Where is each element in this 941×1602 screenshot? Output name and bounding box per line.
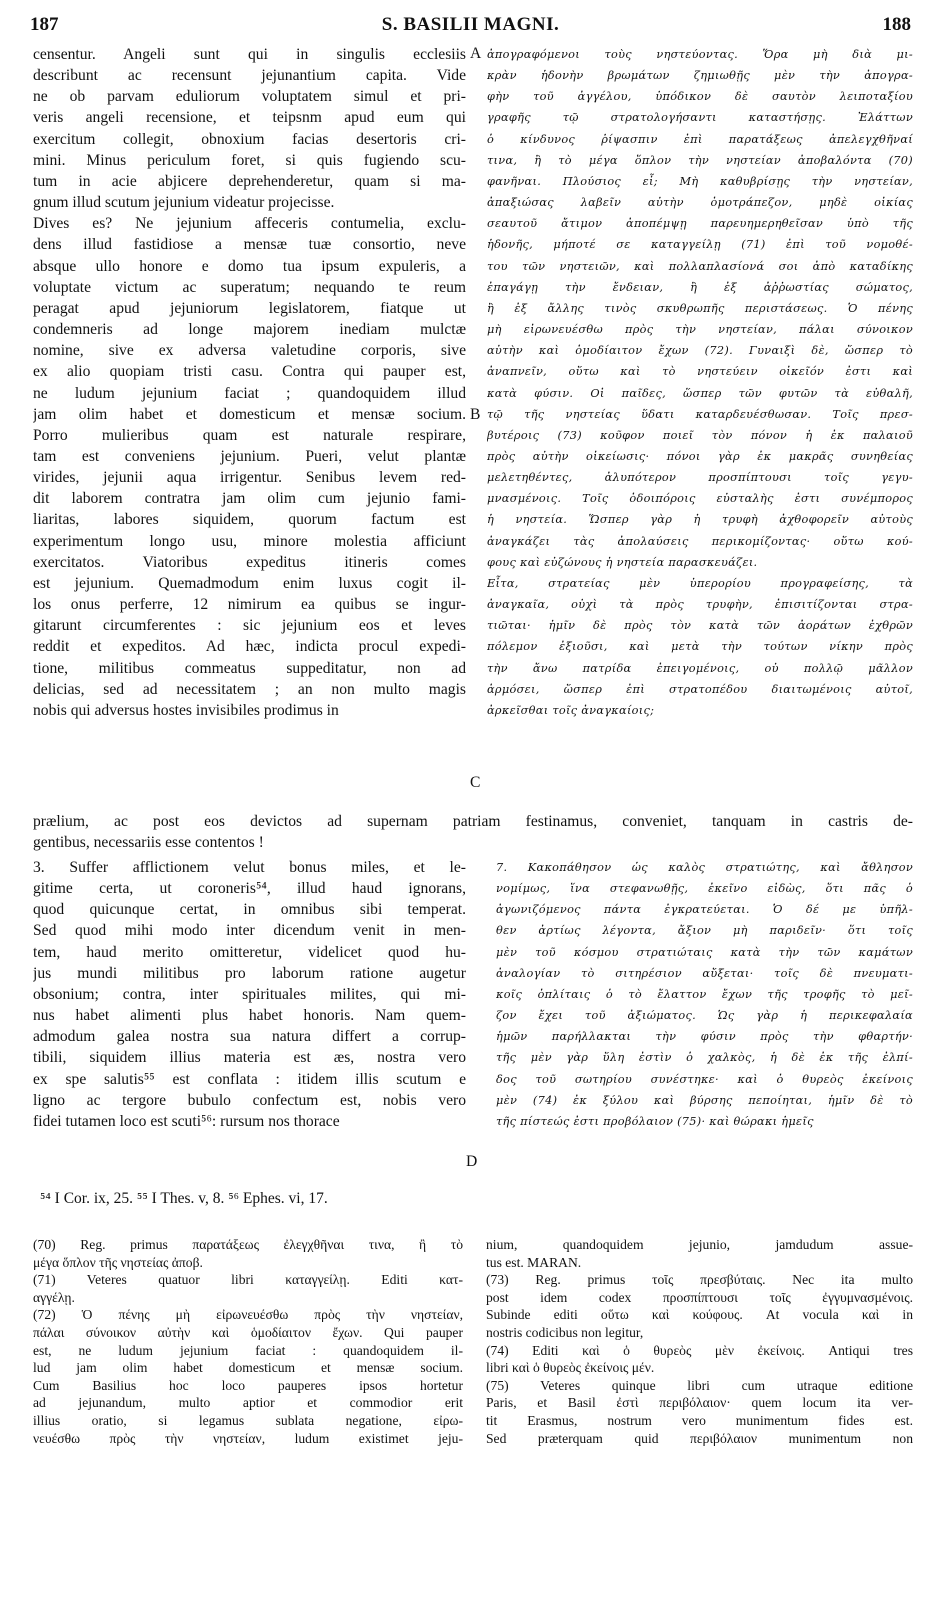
footnotes-left — [33, 1236, 463, 1447]
text-line: πόλεμον ἐξιοῦσι, καὶ μετὰ τὴν τούτων νίκην πρὸς — [487, 640, 913, 654]
text-line: μνασμένοις. Τοῖς ὁδοιπόροις εὐσταλὴς ἐστι συνέμπορος — [487, 492, 913, 506]
text-line: (71) Veteres quatuor libri καταγγείλῃ. Editi κατ- — [33, 1272, 463, 1288]
text-line: νευέσθω πρὸς τὴν νηστείαν, ludum existimet jeju- — [33, 1430, 463, 1446]
text-line: ne ob parvam eduliorum voluptatem simul et pri- — [33, 88, 466, 106]
text-line: reddit et expeditos. Ad hæc, indicta procul expedi- — [33, 638, 466, 656]
text-line: ἡμῶν παρήλλακται τὴν φύσιν πρὸς τὴν φθαρτήν· — [496, 1030, 913, 1044]
text-line: τῆς μὲν γὰρ ὕλη ἐστὶν ὁ χαλκὸς, ἡ δὲ ἐκ τῆς ἐλπί- — [496, 1051, 913, 1065]
text-line: ἀναπνεῖν, οὕτω καὶ τὸ νηστεύειν οἰκεῖόν ἐστι καὶ — [487, 365, 913, 379]
text-line: γραφῆς τῷ στρατολογήσαντι καταστήσῃς. Ἐλάττων — [487, 111, 913, 125]
text-line: ἢ ἐξ ἄλλης τινὸς σκυθρωπῆς περιστάσεως. Ὁ πένης — [487, 301, 913, 315]
text-line: gitime certa, ut coroneris⁵⁴, illud haud ignorans, — [33, 880, 466, 898]
text-line: lud jam olim habet domesticum et mensæ socium. — [33, 1360, 463, 1376]
text-line: Sed præterquam quid περιβόλαιον munimentum non — [486, 1430, 913, 1446]
margin-letter-a: A — [470, 45, 482, 62]
text-line: liaritas, labores siquidem, quorum factum est — [33, 511, 466, 529]
text-line: ligno ac tergore bubulo confectum est, nobis vero — [33, 1091, 466, 1109]
text-line: Εἶτα, στρατείας μὲν ὑπερορίου προγραφείσης, τὰ — [487, 576, 913, 590]
text-line: ἀπογραφόμενοι τοὺς νηστεύοντας. Ὅρα μὴ διὰ μι- — [487, 48, 913, 61]
text-line: absque ullo honore e domo tua ipsum expuleris, a — [33, 257, 466, 275]
text-line: ἀπαξιώσας λαβεῖν αὐτὴν ὁμοτράπεζον, μηδὲ οἰκίας — [487, 196, 913, 210]
text-line: βυτέροις (73) κοῦφον ποιεῖ τὸν πόνον ἡ ἐκ παλαιοῦ — [487, 428, 913, 442]
text-line: dit laborem contratra jam olim cum jejunio fami- — [33, 490, 466, 508]
text-line: Cum Basilius hoc loco pauperes ipsos hortetur — [33, 1377, 463, 1393]
text-line: Subinde editi οὕτω καὶ κούφους. At vocula καὶ in — [486, 1307, 913, 1323]
text-line: illius oratio, si legamus sublata negatione, εἰρω- — [33, 1412, 463, 1428]
text-line: (70) Reg. primus παρατάξεως ἐλεγχθῆναι τινα, ἢ τὸ — [33, 1237, 463, 1252]
text-line: ζον ἔχει τοῦ ἀξιώματος. Ὡς γὰρ ἡ περικεφαλαία — [496, 1009, 913, 1023]
text-line: prælium, ac post eos devictos ad supernam patriam festinamus, conveniet, tanquam in castris de- — [33, 813, 913, 830]
text-line: nostris codicibus non legitur, — [486, 1324, 644, 1340]
latin-full-width-text — [33, 811, 913, 853]
text-line: delicias, sed ad necessitatem ; an non multo magis — [33, 680, 466, 698]
text-line: est, ne ludum jejunium faciat : quandoquidem il- — [33, 1342, 463, 1358]
text-line: jus mundi militibus pro laborum ratione augetur — [33, 964, 466, 982]
text-line: ne ludum jejunium faciat ; quandoquidem illud — [33, 384, 466, 402]
text-line: (73) Reg. primus τοῖς πρεσβύταις. Nec ita multo — [486, 1272, 913, 1288]
greek-column-lower — [496, 857, 913, 1132]
text-line: πάλαι σύνοικον αὐτὴν καὶ ὁμοδίαιτον ἔχων. Qui pauper — [33, 1324, 463, 1340]
text-line: θεν ἀρτίως λέγοντα, ἄξιον μὴ παριδεῖν· ὅτι τοῖς — [496, 924, 913, 938]
text-line: (74) Editi καὶ ὁ θυρεὸς μὲν ἐκείνοις. Antiqui tres — [486, 1342, 913, 1358]
text-line: obsonium; contra, inter spirituales milites, qui mi- — [33, 985, 466, 1003]
text-line: est jejunium. Quemadmodum enim luxus cogit il- — [33, 574, 466, 592]
margin-letter-b: B — [470, 406, 481, 423]
text-line: exercitum collegit, obnoxium facias desertoris cri- — [33, 130, 466, 148]
text-line: tit Erasmus, nostrum vero munimentum fides est. — [486, 1412, 913, 1428]
text-line: fidei tutamen loco est scuti⁵⁶: rursum nos thorace — [33, 1112, 340, 1130]
text-line: ἡδονῆς, μήποτέ σε καταγγείλῃ (71) ἐπὶ τοῦ νομοθέ- — [487, 238, 913, 252]
text-line: ἡ νηστεία. Ὥσπερ γὰρ ἡ τρυφὴ ἀχθοφορεῖν αὐτοὺς — [487, 513, 913, 527]
text-line: δος τοῦ σωτηρίου συνέστηκε· καὶ ὁ θυρεὸς ἐκείνοις — [496, 1072, 913, 1086]
text-line: μὲν (74) ἐκ ξύλου καὶ βύρσης πεποίηται, ἡμῖν δὲ τὸ — [496, 1093, 913, 1107]
text-line: jam olim habet et domesticum et mensæ socium. — [33, 405, 466, 423]
text-line: experimentum longo usu, minore molestia afficiunt — [33, 532, 466, 550]
text-line: κοῖς ὁπλίταις ὁ τὸ ἔλαττον ἔχων τῆς τροφῆς τὸ μεῖ- — [496, 987, 913, 1001]
text-line: exercitatos. Viatoribus expeditus itineris comes — [33, 553, 466, 571]
text-line: (72) Ὁ πένης μὴ εἰρωνευέσθω πρὸς τὴν νηστείαν, — [33, 1307, 463, 1323]
text-line: ἐπαγάγῃ τὴν ἔνδειαν, ἢ ἐξ ἀῤῥωστίας σώματος, — [487, 280, 913, 294]
running-header — [30, 14, 911, 40]
text-line: Paris, et Basil ἐστὶ περιβόλαιον· quem locum ita ver- — [486, 1395, 913, 1411]
text-line: του τῶν νηστειῶν, καὶ πολλαπλασίονά σοι ἀπὸ καταδίκης — [487, 259, 913, 273]
text-line: describunt ac recensunt jejunantium capita. Vide — [33, 67, 466, 85]
text-line: 3. Suffer afflictionem velut bonus miles, et le- — [33, 859, 466, 876]
text-line: tum in acie abjicere deprehenderetur, quam si ma- — [33, 172, 466, 190]
text-line: ἀναλογίαν τὸ σιτηρέσιον αὔξεται· τοῖς δὲ πνευματι- — [496, 966, 913, 980]
text-line: tibili, siquidem illius materia est æs, nostra vero — [33, 1049, 466, 1067]
text-line: αγγέλῃ. — [33, 1289, 75, 1305]
text-line: mini. Minus periculum foret, si quis fugiendo scu- — [33, 151, 466, 169]
text-line: veris angeli recensione, et teipsnm apud eum qui — [33, 109, 466, 127]
text-line: condemneris ad longe majorem inediam mulctæ — [33, 321, 466, 339]
text-line: (75) Veteres quinque libri cum utraque editione — [486, 1377, 913, 1393]
text-line: φανῆναι. Πλούσιος εἶ; Μὴ καθυβρίσῃς τὴν νηστείαν, — [487, 174, 913, 188]
text-line: νομίμως, ἵνα στεφανωθῇς, ἐκεῖνο εἰδὼς, ὅτι πᾶς ὁ — [496, 882, 913, 896]
page-title: S. BASILII MAGNI. — [381, 14, 560, 35]
text-line: πρὸς αὐτὴν οἰκείωσις· πόνοι γὰρ ἐκ μακρᾶς συνηθείας — [487, 449, 913, 463]
text-line: μελετηθέντες, ἀλυπότερον προσπίπτουσι τοῖς γεγυ- — [487, 471, 913, 485]
text-line: tus est. MARAN. — [486, 1254, 582, 1270]
text-line: ἀναγκάζει τὰς ἀπολαύσεις περικομίζοντας· οὕτω κού- — [487, 534, 913, 548]
latin-column-upper — [33, 44, 466, 721]
footnotes-right — [486, 1236, 913, 1447]
text-line: Dives es? Ne jejunium affeceris contumelia, exclu- — [33, 215, 466, 233]
text-line: dens illud fastidiose a mensæ tuæ consortio, neve — [33, 236, 466, 254]
text-line: ἀναγκαῖα, οὐχὶ τὰ πρὸς τρυφὴν, ἐπισιτίζονται στρα- — [487, 598, 913, 612]
text-line: virides, jejunii aqua irrigentur. Senibus levem red- — [33, 469, 466, 487]
text-line: Porro mulieribus quam est naturale respirare, — [33, 426, 466, 444]
text-line: nomine, sive ex adversa valetudine corporis, sive — [33, 342, 466, 360]
text-line: nium, quandoquidem jejunio, jamdudum assue- — [486, 1237, 913, 1252]
text-line: libri καὶ ὁ θυρεὸς ἐκείνοις μέν. — [486, 1360, 655, 1376]
text-line: κατὰ φύσιν. Οἱ παῖδες, ὥσπερ τῶν φυτῶν τὰ εὐθαλῆ, — [487, 386, 913, 400]
margin-letter-c: C — [470, 774, 481, 791]
text-line: μὴ εἰρωνευέσθω πρὸς τὴν νηστείαν, πάλαι σύνοικον — [487, 323, 913, 337]
text-line: φὴν τοῦ ἀγγέλου, ὑπόδικον δὲ σαυτὸν λειποταξίου — [487, 90, 913, 104]
margin-letter-d: D — [466, 1153, 478, 1170]
text-line: ἀγωνιζόμενος πάντα ἐγκρατεύεται. Ὁ δέ με ὑπῆλ- — [496, 903, 913, 917]
text-line: ἁρμόσει, ὥσπερ ἐπὶ στρατοπέδου διαιτωμένοις αὐτοῖ, — [487, 682, 913, 696]
text-line: censentur. Angeli sunt qui in singulis ecclesiis — [33, 46, 466, 63]
text-line: μὲν τοῦ κόσμου στρατιώταις κατὰ τὴν τῶν καμάτων — [496, 945, 913, 959]
text-line: los onus perferre, 12 nimirum ea quibus se ingur- — [33, 596, 466, 614]
right-page-number: 188 — [882, 14, 911, 35]
text-line: τινα, ἢ τὸ μέγα ὅπλον τὴν νηστείαν ἀποβαλόντα (70) — [487, 153, 913, 167]
text-line: ex alio quopiam tristi casu. Contra qui pauper est, — [33, 363, 466, 381]
text-line: voluptate victum ac superatum; nequando te reum — [33, 278, 466, 296]
text-line: σεαυτοῦ ἄτιμον ἀποπέμψῃ παρευημερηθεῖσαν ὑπὸ τῆς — [487, 217, 913, 231]
text-line: ex spe salutis⁵⁵ est conflata : itidem illis scutum e — [33, 1070, 466, 1088]
text-line: ἀρκεῖσθαι τοῖς ἀναγκαίοις; — [487, 703, 655, 717]
text-line: admodum galea nostra sua natura differt a corrup- — [33, 1028, 466, 1046]
text-line: tam est conveniens jejunium. Pueri, velut plantæ — [33, 447, 466, 465]
text-line: ad jejunandum, multo aptior et commodior erit — [33, 1395, 463, 1411]
text-line: κρὰν ἡδονὴν βρωμάτων ζημιωθῇς μὲν τὴν ἀπογρα- — [487, 69, 913, 83]
greek-column-upper — [487, 44, 913, 721]
text-line: τὴν ἄνω πατρίδα ἐπειγομένοις, οὐ πολλῷ μᾶλλον — [487, 661, 913, 675]
text-line: gitarunt circumferentes : sic jejunium eos et leves — [33, 617, 466, 635]
text-line: nobis qui adversus hostes invisibiles prodimus in — [33, 701, 339, 719]
text-line: τῷ τῆς νηστείας ὕδατι καταρδευέσθωσαν. Τοῖς πρεσ- — [487, 407, 913, 421]
text-line: gentibus, necessariis esse contentos ! — [33, 834, 264, 852]
text-line: quod quicunque certat, in omnibus sibi temperat. — [33, 901, 466, 919]
text-line: tem, haud merito omitteretur, videlicet quod hu- — [33, 943, 466, 961]
left-page-number: 187 — [30, 14, 59, 35]
text-line: tione, militibus commeatus suppeditatur, non ad — [33, 659, 466, 677]
text-line: post idem codex προσπίπτουσι τοῖς ἐγγυμνασμένοις. — [486, 1289, 913, 1305]
text-line: nus habet alimenti plus habet honoris. Nam quem- — [33, 1007, 466, 1025]
text-line: 7. Κακοπάθησον ὡς καλὸς στρατιώτης, καὶ ἄθλησον — [496, 861, 913, 874]
text-line: τιῶται· ἡμῖν δὲ πρὸς τὸν κατὰ τῶν ἀοράτων ἐχθρῶν — [487, 619, 913, 633]
text-line: peragat apud jejuniorum legislatorem, fiatque ut — [33, 299, 466, 317]
text-line: αὐτὴν καὶ ὁμοδίαιτον ἔχων (72). Γυναιξὶ δὲ, ὥσπερ τὸ — [487, 344, 913, 358]
scripture-references: ⁵⁴ I Cor. ix, 25. ⁵⁵ I Thes. v, 8. ⁵⁶ Ephes. vi, 17. — [40, 1190, 328, 1207]
text-line: gnum illud scutum jejunium videatur projecisse. — [33, 194, 335, 212]
text-line: φους καὶ εὐζώνους ἡ νηστεία παρασκευάζει. — [487, 555, 758, 569]
latin-column-lower — [33, 857, 466, 1132]
text-line: μέγα ὅπλον τῆς νηστείας ἀποβ. — [33, 1254, 203, 1270]
text-line: τῆς πίστεώς ἐστι προβόλαιον (75)· καὶ θώρακι ἡμεῖς — [496, 1114, 814, 1128]
text-line: Sed quod mihi modo inter dicendum venit in men- — [33, 922, 466, 940]
text-line: ὁ κίνδυνος ῥίψασπιν ἐπὶ παρατάξεως ἀπελεγχθῆναί — [487, 132, 913, 146]
